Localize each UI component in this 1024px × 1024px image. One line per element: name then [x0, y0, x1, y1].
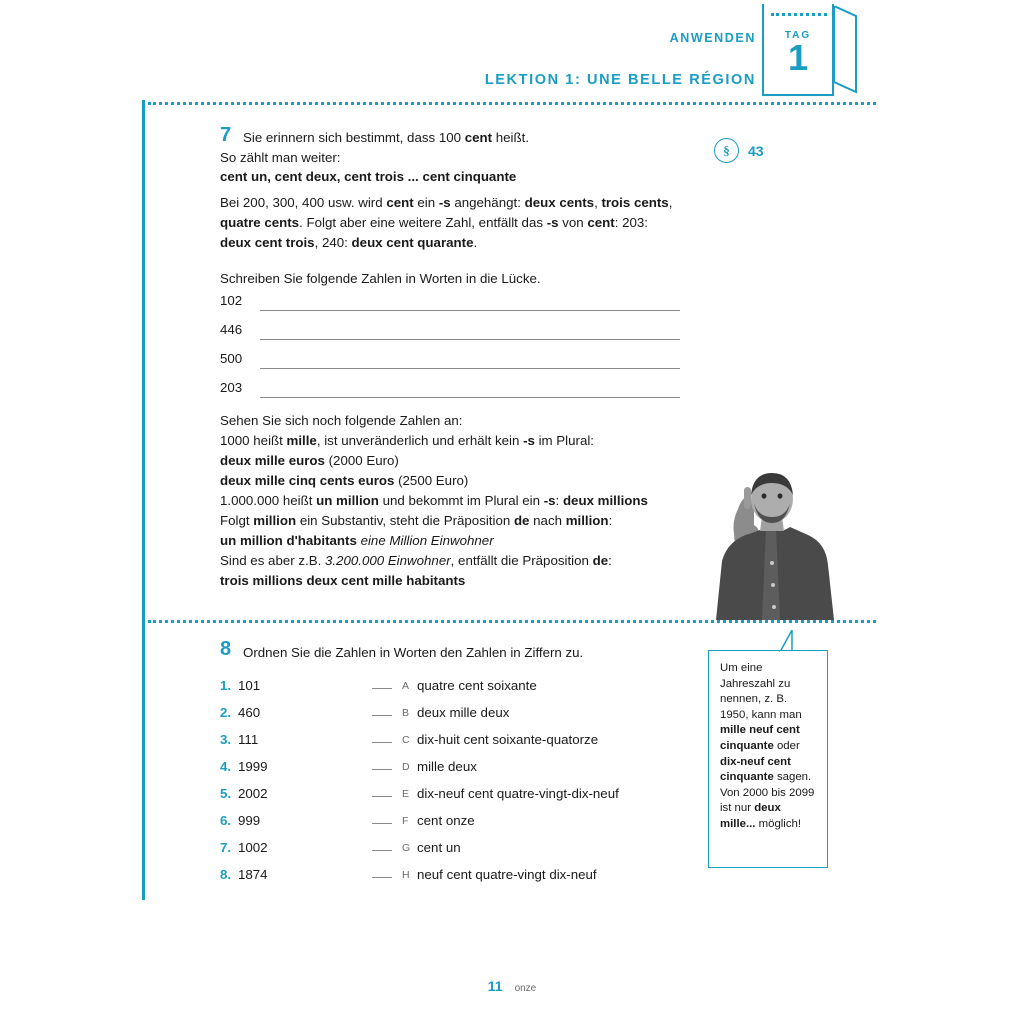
block2-line1: Sehen Sie sich noch folgende Zahlen an:: [220, 413, 463, 428]
item-index: 6.: [220, 813, 232, 828]
list-item[interactable]: [372, 813, 702, 840]
grammar-reference-number: 43: [748, 142, 764, 159]
item-letter: G: [402, 842, 411, 854]
match-blank-line[interactable]: [372, 742, 392, 743]
answer-blank-line[interactable]: [260, 397, 680, 398]
list-item[interactable]: [372, 732, 702, 759]
match-blank-line[interactable]: [372, 769, 392, 770]
list-item[interactable]: [372, 759, 702, 786]
tip-speech-bubble: Um eine Jahreszahl zu nennen, z. B. 1950, kann man mille neuf cent cinquante oder dix-neuf cent cinquante sagen. Von 2000 bis 2099 ist nur deux mille... möglich!: [708, 650, 828, 868]
answer-label: 446: [220, 322, 243, 337]
item-value: 1874: [238, 867, 268, 882]
section-label: ANWENDEN: [669, 31, 756, 45]
tab-dotted-line: [771, 13, 827, 16]
item-index: 2.: [220, 705, 232, 720]
answer-label: 102: [220, 293, 243, 308]
item-text: deux mille deux: [417, 705, 510, 720]
item-letter: E: [402, 788, 410, 800]
item-letter: F: [402, 815, 409, 827]
exercise-8-number: 8: [220, 638, 232, 660]
match-blank-line[interactable]: [372, 850, 392, 851]
page-header: [0, 0, 1024, 110]
exercise-8-right-column: [372, 678, 702, 894]
page-footer: [0, 978, 1024, 996]
exercise-7-line2: So zählt man weiter:: [220, 150, 341, 165]
exercise-8-instruction: Ordnen Sie die Zahlen in Worten den Zahlen in Ziffern zu.: [243, 645, 584, 660]
item-index: 5.: [220, 786, 232, 801]
item-text: neuf cent quatre-vingt dix-neuf: [417, 867, 597, 882]
divider-top: [148, 102, 876, 105]
answer-row[interactable]: [220, 351, 680, 377]
exercise-7-block2: Sehen Sie sich noch folgende Zahlen an: 1000 heißt mille, ist unveränderlich und erhält kein -s im Plural: deux mille euros (2000 Euro) deux mille cinq cents euros (2500 Euro) 1.000.000 heißt un million und bekommt im Plural ein -s: deux millions Folgt million ein Substantiv, steht die Präposition de nach million: un million d'habitants eine Million Einwohner Sind es aber z.B. 3.200.000 Einwohner, entfällt die Präposition de: trois millions deux cent mille habitants: [220, 413, 648, 588]
item-index: 8.: [220, 867, 232, 882]
list-item[interactable]: [372, 678, 702, 705]
intro-text-b: heißt.: [492, 130, 530, 145]
item-index: 3.: [220, 732, 232, 747]
item-text: dix-huit cent soixante-quatorze: [417, 732, 599, 747]
item-letter: B: [402, 707, 410, 719]
match-blank-line[interactable]: [372, 796, 392, 797]
item-text: quatre cent soixante: [417, 678, 537, 693]
list-item: [220, 867, 370, 894]
list-item: [220, 813, 370, 840]
exercise-7-line3: cent un, cent deux, cent trois ... cent cinquante: [220, 169, 517, 184]
tab-number: 1: [787, 37, 809, 78]
item-index: 4.: [220, 759, 232, 774]
answer-blank-line[interactable]: [260, 310, 680, 311]
speech-bubble-tail: [778, 630, 804, 652]
item-text: cent onze: [417, 813, 475, 828]
list-item[interactable]: [372, 705, 702, 732]
item-value: 101: [238, 678, 261, 693]
divider-middle: [148, 620, 876, 623]
item-value: 999: [238, 813, 261, 828]
answer-row[interactable]: [220, 293, 680, 319]
paragraph-symbol-icon: §: [714, 138, 739, 163]
exercise-7-number: 7: [220, 124, 232, 146]
item-text: cent un: [417, 840, 461, 855]
list-item: [220, 840, 370, 867]
item-text: mille deux: [417, 759, 477, 774]
answer-label: 203: [220, 380, 243, 395]
item-letter: D: [402, 761, 410, 773]
exercise-7-intro: [243, 128, 683, 148]
list-item: [220, 678, 370, 705]
item-letter: A: [402, 680, 410, 692]
page-number: 11: [487, 978, 503, 994]
left-margin-rule-top: [142, 100, 145, 620]
item-text: dix-neuf cent quatre-vingt-dix-neuf: [417, 786, 619, 801]
list-item: [220, 786, 370, 813]
answer-blank-line[interactable]: [260, 368, 680, 369]
tab-label: TAG: [784, 30, 812, 41]
grammar-reference[interactable]: [714, 138, 764, 163]
item-value: 460: [238, 705, 261, 720]
item-value: 111: [238, 732, 259, 747]
list-item[interactable]: [372, 867, 702, 894]
answer-label: 500: [220, 351, 243, 366]
lesson-title: LEKTION 1: UNE BELLE RÉGION: [484, 72, 756, 88]
item-index: 1.: [220, 678, 232, 693]
exercise-7-paragraph: Bei 200, 300, 400 usw. wird cent ein -s angehängt: deux cents, trois cents, quatre cents. Folgt aber eine weitere Zahl, entfällt das -s von cent: 203: deux cent trois, 240: deux cent quarante.: [220, 195, 673, 250]
tab-fold-corner: [834, 6, 858, 94]
list-item: [220, 759, 370, 786]
match-blank-line[interactable]: [372, 688, 392, 689]
answer-row[interactable]: [220, 322, 680, 348]
page-number-word: onze: [514, 983, 537, 994]
exercise-8-left-column: [220, 678, 370, 894]
list-item: [220, 732, 370, 759]
match-blank-line[interactable]: [372, 715, 392, 716]
item-value: 2002: [238, 786, 268, 801]
illustration-man-pointing-up: [700, 465, 840, 620]
intro-bold: cent: [464, 130, 493, 145]
left-margin-rule-bottom: [142, 620, 145, 900]
item-letter: C: [402, 734, 410, 746]
list-item[interactable]: [372, 786, 702, 813]
match-blank-line[interactable]: [372, 877, 392, 878]
item-value: 1999: [238, 759, 268, 774]
day-tab: [762, 4, 834, 96]
match-blank-line[interactable]: [372, 823, 392, 824]
list-item: [220, 705, 370, 732]
list-item[interactable]: [372, 840, 702, 867]
item-letter: H: [402, 869, 410, 881]
item-value: 1002: [238, 840, 268, 855]
intro-text-a: Sie erinnern sich bestimmt, dass 100: [243, 130, 465, 145]
item-index: 7.: [220, 840, 232, 855]
answer-blank-line[interactable]: [260, 339, 680, 340]
exercise-7-task: Schreiben Sie folgende Zahlen in Worten in die Lücke.: [220, 271, 541, 286]
answer-row[interactable]: [220, 380, 680, 406]
